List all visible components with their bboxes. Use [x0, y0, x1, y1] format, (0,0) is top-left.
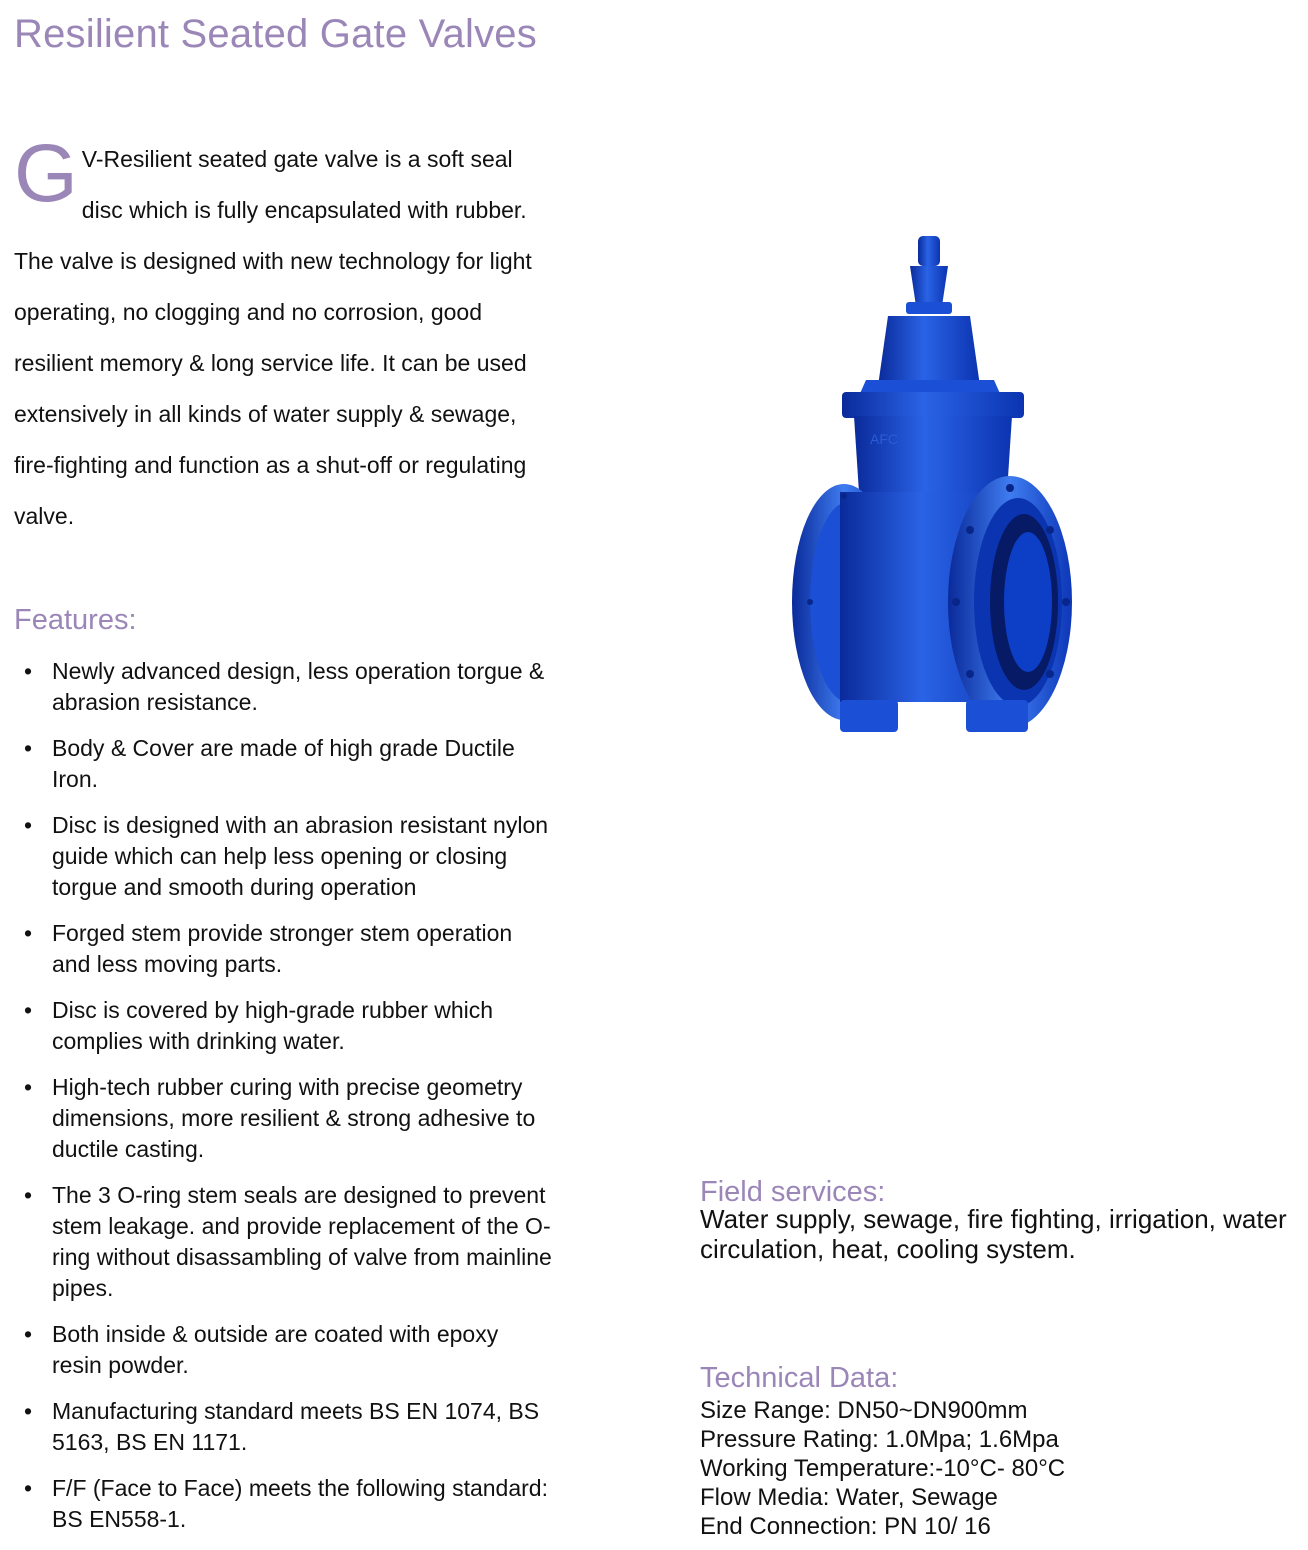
field-services-heading: Field services:	[700, 1176, 886, 1208]
features-list	[24, 656, 554, 1550]
bullet: •	[24, 1398, 33, 1424]
feature-text: Disc is covered by high-grade rubber which complies with drinking water.	[52, 997, 494, 1054]
bullet: •	[24, 920, 33, 946]
feature-item	[24, 810, 554, 903]
feature-text: Manufacturing standard meets BS EN 1074, BS 5163, BS EN 1171.	[52, 1398, 540, 1455]
svg-text:AFC: AFC	[870, 431, 898, 447]
feature-text: High-tech rubber curing with precise geometry dimensions, more resilient & strong adhesive to ductile casting.	[52, 1074, 536, 1162]
feature-text: F/F (Face to Face) meets the following standard: BS EN558-1.	[52, 1475, 548, 1532]
feature-text: The 3 O-ring stem seals are designed to prevent stem leakage. and provide replacement of the O-ring without disassambling of valve from mainline pipes.	[52, 1182, 552, 1301]
technical-data-row: Size Range: DN50~DN900mm	[700, 1397, 1028, 1424]
technical-data-row: End Connection: PN 10/ 16	[700, 1513, 991, 1540]
bullet: •	[24, 812, 33, 838]
feature-text: Both inside & outside are coated with epoxy resin powder.	[52, 1321, 499, 1378]
feature-text: Body & Cover are made of high grade Ductile Iron.	[52, 735, 515, 792]
bullet: •	[24, 735, 33, 761]
feature-item	[24, 918, 554, 980]
feature-item	[24, 1180, 554, 1304]
feature-item	[24, 995, 554, 1057]
bullet: •	[24, 1074, 33, 1100]
bullet: •	[24, 1182, 33, 1208]
features-heading: Features:	[14, 604, 137, 636]
intro-paragraph	[14, 128, 554, 542]
feature-item	[24, 733, 554, 795]
technical-data-row: Flow Media: Water, Sewage	[700, 1484, 998, 1511]
bullet: •	[24, 1321, 33, 1347]
technical-data-list	[700, 1396, 1065, 1541]
feature-text: Newly advanced design, less operation torgue & abrasion resistance.	[52, 658, 545, 715]
gate-valve-image	[770, 230, 1090, 740]
feature-text: Forged stem provide stronger stem operation and less moving parts.	[52, 920, 513, 977]
technical-data-row: Pressure Rating: 1.0Mpa; 1.6Mpa	[700, 1426, 1059, 1453]
drop-cap: G	[14, 128, 78, 219]
bullet: •	[24, 658, 33, 684]
feature-item	[24, 1072, 554, 1165]
page-title: Resilient Seated Gate Valves	[14, 12, 537, 56]
field-services-text: Water supply, sewage, fire fighting, irrigation, water circulation, heat, cooling system.	[700, 1204, 1287, 1264]
technical-data-heading: Technical Data:	[700, 1362, 899, 1394]
feature-item	[24, 1473, 554, 1535]
technical-data-row: Working Temperature:-10°C- 80°C	[700, 1455, 1066, 1482]
feature-item	[24, 1396, 554, 1458]
feature-item	[24, 1319, 554, 1381]
bullet: •	[24, 1475, 33, 1501]
feature-text: Disc is designed with an abrasion resistant nylon guide which can help less opening or closing torgue and smooth during operation	[52, 812, 549, 900]
feature-item	[24, 656, 554, 718]
intro-text: V-Resilient seated gate valve is a soft seal disc which is fully encapsulated with rubber. The valve is designed with new technology for light operating, no clogging and no corrosion, good resilient memory & long service life. It can be used extensively in all kinds of water supply & sewage, fire-fighting and function as a shut-off or regulating valve.	[14, 146, 532, 529]
bullet: •	[24, 997, 33, 1023]
